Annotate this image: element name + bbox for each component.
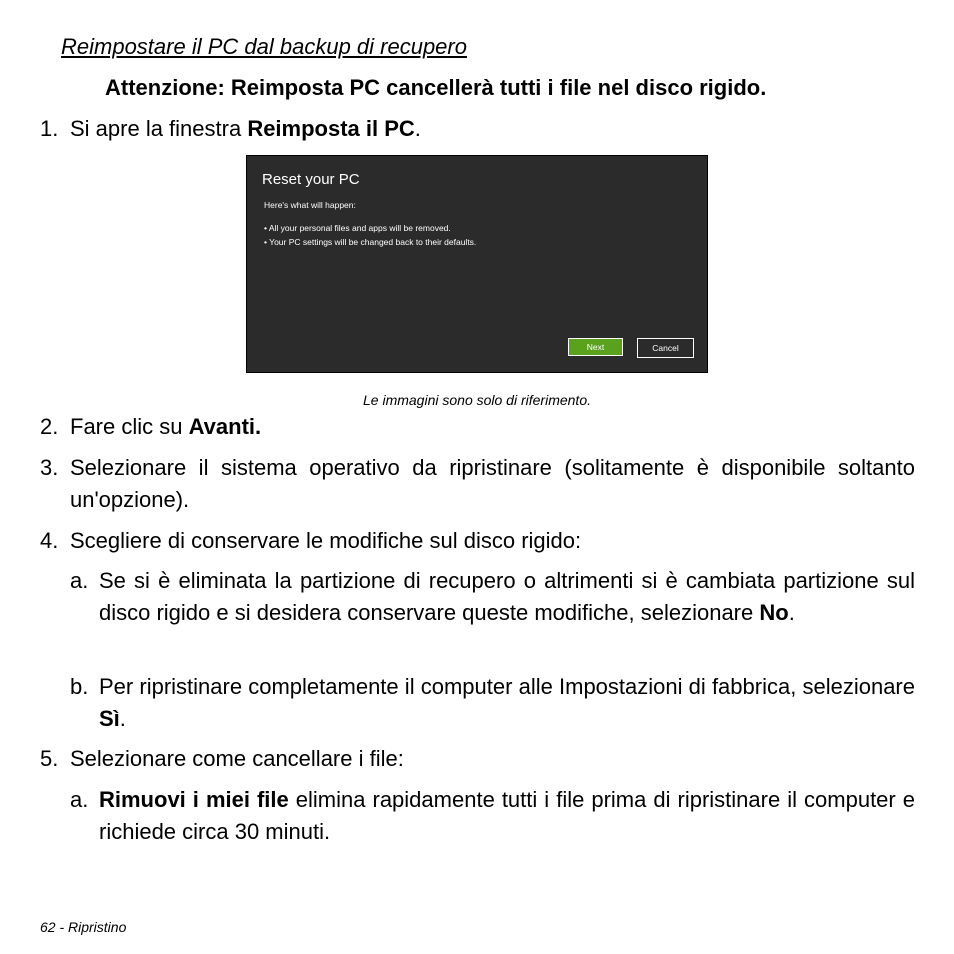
step-text: Fare clic su Avanti. bbox=[70, 414, 262, 439]
substep-text: Se si è eliminata la partizione di recupero o altrimenti si è cambiata partizione sul disco rigido e si desidera conservare queste modifiche, selezionare No. bbox=[99, 568, 915, 625]
step-5a bbox=[70, 784, 915, 848]
cancel-button[interactable]: Cancel bbox=[637, 338, 694, 358]
dialog-title: Reset your PC bbox=[262, 171, 360, 188]
substep-letter: a. bbox=[70, 787, 89, 812]
substep-letter: a. bbox=[70, 568, 89, 593]
reset-pc-screenshot bbox=[246, 155, 708, 373]
step-number: 2. bbox=[40, 414, 59, 439]
step-4a bbox=[70, 565, 915, 661]
section-heading: Reimpostare il PC dal backup di recupero bbox=[61, 34, 467, 59]
step-text: Scegliere di conservare le modifiche sul disco rigido: bbox=[70, 528, 582, 553]
step-text: Selezionare come cancellare i file: bbox=[70, 746, 404, 771]
warning-text: Attenzione: Reimposta PC cancellerà tutti i file nel disco rigido. bbox=[105, 75, 767, 100]
step-1 bbox=[40, 113, 915, 145]
dialog-bullet: • Your PC settings will be changed back to their defaults. bbox=[264, 237, 477, 247]
step-number: 5. bbox=[40, 746, 59, 771]
step-number: 4. bbox=[40, 528, 59, 553]
step-number: 3. bbox=[40, 455, 59, 480]
step-text: Selezionare il sistema operativo da ripristinare (solitamente è disponibile soltanto un'opzione). bbox=[70, 455, 915, 512]
step-3 bbox=[40, 452, 915, 516]
step-4b bbox=[70, 671, 915, 735]
step-number: 1. bbox=[40, 116, 59, 141]
step-2 bbox=[40, 411, 915, 443]
step-5 bbox=[40, 743, 915, 775]
step-4 bbox=[40, 525, 915, 557]
substep-text: Rimuovi i miei file elimina rapidamente tutti i file prima di ripristinare il computer e richiede circa 30 minuti. bbox=[99, 787, 915, 844]
dialog-subtitle: Here's what will happen: bbox=[264, 200, 356, 210]
substep-text: Per ripristinare completamente il computer alle Impostazioni di fabbrica, selezionare Sì. bbox=[99, 674, 915, 731]
substep-letter: b. bbox=[70, 674, 89, 699]
image-caption: Le immagini sono solo di riferimento. bbox=[363, 392, 591, 408]
page-footer: 62 - Ripristino bbox=[40, 919, 127, 935]
dialog-bullet-list bbox=[264, 221, 476, 249]
next-button[interactable]: Next bbox=[568, 338, 623, 356]
step-text: Si apre la finestra Reimposta il PC. bbox=[70, 116, 421, 141]
dialog-bullet: • All your personal files and apps will be removed. bbox=[264, 223, 451, 233]
